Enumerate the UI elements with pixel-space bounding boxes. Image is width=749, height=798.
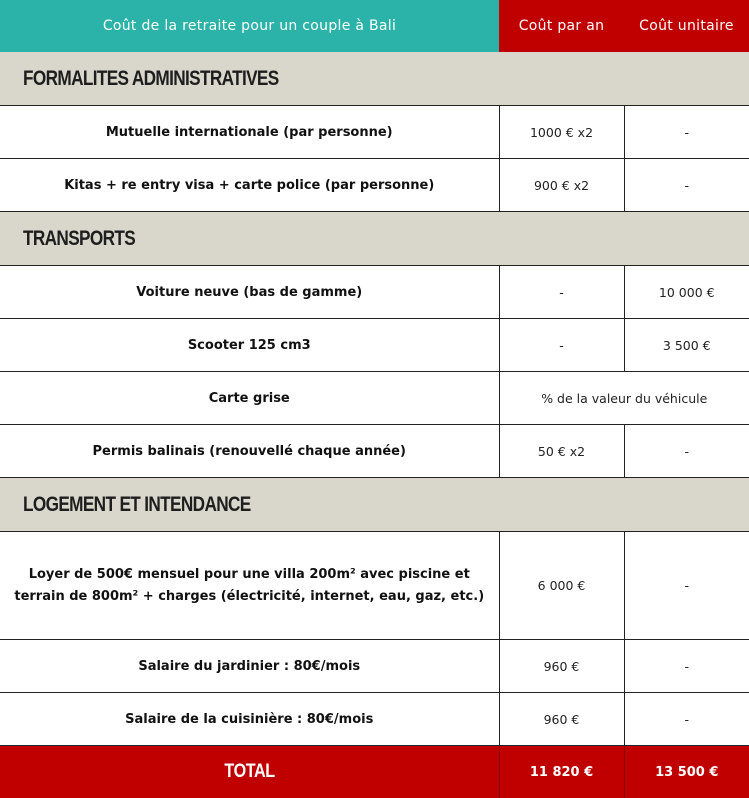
section-title-transports: TRANSPORTS	[23, 227, 135, 251]
row-label: Permis balinais (renouvellé chaque année)	[0, 425, 499, 478]
total-annual: 11 820 €	[499, 746, 624, 798]
section-title-logement: LOGEMENT ET INTENDANCE	[23, 493, 251, 517]
row-annual: 900 € x2	[499, 159, 624, 212]
section-header	[0, 478, 749, 532]
row-annual: 50 € x2	[499, 425, 624, 478]
row-annual: 960 €	[499, 640, 624, 693]
header-annual-cost: Coût par an	[499, 0, 624, 52]
row-unit: -	[624, 425, 749, 478]
row-unit: 3 500 €	[624, 319, 749, 372]
table-row	[0, 532, 749, 640]
row-label: Kitas + re entry visa + carte police (par personne)	[0, 159, 499, 212]
row-label: Carte grise	[0, 372, 499, 425]
table-row	[0, 693, 749, 746]
row-unit: -	[624, 693, 749, 746]
row-unit: -	[624, 159, 749, 212]
row-annual: -	[499, 266, 624, 319]
row-unit: -	[624, 640, 749, 693]
total-row	[0, 746, 749, 798]
row-label: Salaire du jardinier : 80€/mois	[0, 640, 499, 693]
row-annual: 960 €	[499, 693, 624, 746]
row-annual: 6 000 €	[499, 532, 624, 640]
table-row	[0, 640, 749, 693]
row-label: Mutuelle internationale (par personne)	[0, 106, 499, 159]
table-row	[0, 266, 749, 319]
row-annual: -	[499, 319, 624, 372]
row-label: Voiture neuve (bas de gamme)	[0, 266, 499, 319]
section-header	[0, 52, 749, 106]
table-header	[0, 0, 749, 52]
header-title: Coût de la retraite pour un couple à Bali	[0, 0, 499, 52]
section-header	[0, 212, 749, 266]
table-row	[0, 425, 749, 478]
table-row	[0, 319, 749, 372]
row-label: Loyer de 500€ mensuel pour une villa 200m² avec piscine et terrain de 800m² + charges (électricité, internet, eau, gaz, etc.)	[0, 532, 499, 640]
row-unit: -	[624, 106, 749, 159]
row-unit: -	[624, 532, 749, 640]
row-merged-value: % de la valeur du véhicule	[499, 372, 749, 425]
row-label: Salaire de la cuisinière : 80€/mois	[0, 693, 499, 746]
total-unit: 13 500 €	[624, 746, 749, 798]
table-row	[0, 372, 749, 425]
section-title-formalites: FORMALITES ADMINISTRATIVES	[23, 67, 279, 91]
row-label: Scooter 125 cm3	[0, 319, 499, 372]
row-annual: 1000 € x2	[499, 106, 624, 159]
row-unit: 10 000 €	[624, 266, 749, 319]
header-unit-cost: Coût unitaire	[624, 0, 749, 52]
table-row	[0, 106, 749, 159]
table-row	[0, 159, 749, 212]
total-label: TOTAL	[224, 761, 274, 783]
